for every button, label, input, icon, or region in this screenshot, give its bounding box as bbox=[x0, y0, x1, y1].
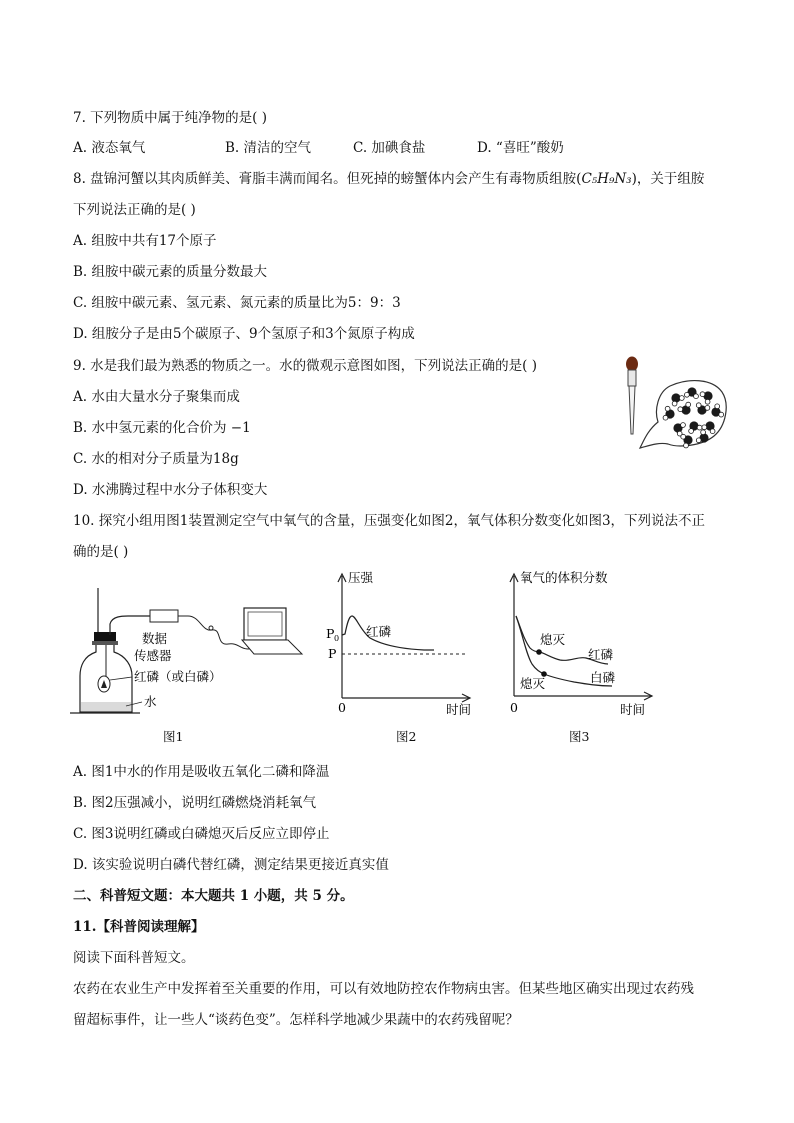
q9-option-c: C. 水的相对分子质量为18g bbox=[73, 451, 239, 467]
fig2-caption: 图2 bbox=[396, 729, 417, 744]
q7-option-a: A. 液态氧气 bbox=[73, 140, 146, 156]
fig2-origin: 0 bbox=[338, 700, 346, 715]
fig2-p0-label: P bbox=[326, 626, 335, 641]
q9-option-b: B. 水中氢元素的化合价为 −1 bbox=[73, 420, 251, 436]
fig3-oxygen-chart bbox=[490, 566, 660, 716]
q10-option-d: D. 该实验说明白磷代替红磷，测定结果更接近真实值 bbox=[73, 857, 389, 873]
fig1-keyboard bbox=[242, 640, 302, 654]
q8-formula: C₅H₉N₃ bbox=[581, 171, 632, 187]
fig3-ylabel: 氧气的体积分数 bbox=[520, 570, 608, 585]
fig1-stopper-ring bbox=[92, 641, 118, 645]
fig3-red-label: 红磷 bbox=[588, 647, 614, 662]
q9-stem: 9. 水是我们最为熟悉的物质之一。水的微观示意图如图，下列说法正确的是( ) bbox=[73, 358, 537, 374]
q9-water-molecule-figure bbox=[618, 352, 730, 464]
fig3-extinguish-label-1: 熄灭 bbox=[540, 632, 566, 647]
q10-option-c: C. 图3说明红磷或白磷熄灭后反应立即停止 bbox=[73, 826, 330, 842]
fig2-ylabel: 压强 bbox=[348, 570, 374, 585]
fig1-sensor-label-2: 传感器 bbox=[134, 648, 172, 663]
dropper-icon bbox=[626, 357, 638, 435]
q8-stem-line1 bbox=[73, 167, 704, 187]
q10-option-a: A. 图1中水的作用是吸收五氧化二磷和降温 bbox=[73, 764, 330, 780]
q8-option-c: C. 组胺中碳元素、氢元素、氮元素的质量比为5：9：3 bbox=[73, 295, 401, 311]
q7-option-d: D. “喜旺”酸奶 bbox=[477, 140, 564, 156]
fig1-phosphorus-label: 红磷（或白磷） bbox=[134, 669, 222, 684]
q8-stem-pre: 8. 盘锦河蟹以其肉质鲜美、膏脂丰满而闻名。但死掉的螃蟹体内会产生有毒物质组胺( bbox=[73, 171, 582, 187]
fig1-caption: 图1 bbox=[163, 729, 184, 744]
fig3-caption: 图3 bbox=[569, 729, 590, 744]
fig1-sensor bbox=[150, 610, 178, 622]
q11-paragraph-line1: 农药在农业生产中发挥着至关重要的作用，可以有效地防控农作物病虫害。但某些地区确实出现过农药残 bbox=[73, 981, 694, 997]
fig3-xlabel: 时间 bbox=[620, 702, 646, 716]
q8-option-d: D. 组胺分子是由5个碳原子、9个氢原子和3个氮原子构成 bbox=[73, 326, 415, 342]
fig3-extinguish-label-2: 熄灭 bbox=[520, 676, 546, 691]
fig3-origin: 0 bbox=[510, 700, 518, 715]
q8-option-a: A. 组胺中共有17个原子 bbox=[73, 233, 217, 249]
q10-stem-line2: 确的是( ) bbox=[73, 544, 129, 560]
fig1-water bbox=[81, 702, 131, 711]
fig3-white-label: 白磷 bbox=[590, 670, 616, 685]
q7-option-c: C. 加碘食盐 bbox=[353, 140, 426, 156]
fig1-apparatus bbox=[70, 580, 310, 720]
fig1-stopper bbox=[94, 632, 116, 641]
q11-title: 11.【科普阅读理解】 bbox=[73, 919, 205, 935]
fig1-sensor-label-1: 数据 bbox=[142, 631, 168, 646]
fig1-water-label: 水 bbox=[144, 694, 157, 709]
q7-option-b: B. 清洁的空气 bbox=[225, 140, 312, 156]
fig2-curve-label: 红磷 bbox=[366, 624, 392, 639]
q11-paragraph-line2: 留超标事件，让一些人“谈药色变”。怎样科学地减少果蔬中的农药残留呢？ bbox=[73, 1012, 519, 1028]
section-2-heading: 二、科普短文题：本大题共 1 小题，共 5 分。 bbox=[73, 888, 354, 904]
q8-stem-line2: 下列说法正确的是( ) bbox=[73, 202, 196, 218]
q9-option-a: A. 水由大量水分子聚集而成 bbox=[73, 389, 240, 405]
fig3-red-extinguish-point bbox=[536, 649, 542, 655]
q10-option-b: B. 图2压强减小，说明红磷燃烧消耗氧气 bbox=[73, 795, 317, 811]
q8-stem-post: )，关于组胺 bbox=[631, 171, 705, 187]
q10-stem-line1: 10. 探究小组用图1装置测定空气中氧气的含量，压强变化如图2，氧气体积分数变化如图3，下列说法不正 bbox=[73, 513, 706, 529]
fig2-pressure-chart bbox=[318, 566, 478, 716]
fig2-p-label: P bbox=[328, 646, 337, 661]
q9-option-d: D. 水沸腾过程中水分子体积变大 bbox=[73, 482, 268, 498]
fig2-p0-sub: 0 bbox=[334, 634, 340, 643]
q7-stem: 7. 下列物质中属于纯净物的是( ) bbox=[73, 110, 267, 126]
q8-option-b: B. 组胺中碳元素的质量分数最大 bbox=[73, 264, 268, 280]
fig2-xlabel: 时间 bbox=[446, 702, 472, 716]
q11-intro: 阅读下面科普短文。 bbox=[73, 950, 195, 966]
